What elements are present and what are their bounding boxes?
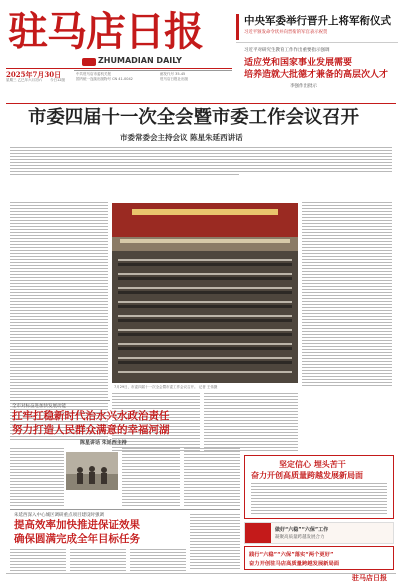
footer-rule <box>6 573 396 574</box>
right-top-bar <box>236 14 239 40</box>
main-headline: 市委四届十一次全会暨市委工作会议召开 <box>28 107 360 128</box>
commentary-headline-line2: 努力打造人民群众满意的幸福河湖 <box>12 424 170 436</box>
bottom-story-headline-line1: 提高效率加快推进保证效果 <box>14 519 140 531</box>
bottom-story-text-1 <box>10 549 66 575</box>
banner-line-1: 中共驻马店市委机关报 <box>76 72 111 76</box>
right-column-text <box>302 202 392 386</box>
right-headline-sub: 习近平颁发命令状并向晋衔的军官表示祝贺 <box>244 30 328 35</box>
lead-paragraph-lines <box>10 147 392 197</box>
main-headline-rule <box>6 103 396 104</box>
right-headline2-line2: 培养造就大批德才兼备的高层次人才 <box>244 70 389 80</box>
right-box-text <box>251 483 387 517</box>
masthead <box>6 6 232 82</box>
middle-column-text-b <box>204 393 298 453</box>
promo-bottom-line2: 奋力开创驻马店高质量跨越发展新局面 <box>249 561 340 567</box>
issue-info-2: 今日12版 <box>50 78 65 82</box>
promo-top-mark <box>245 523 271 543</box>
masthead-title: 驻马店日报 <box>8 8 203 55</box>
promo-top[interactable] <box>244 522 394 544</box>
commentary-text-3 <box>184 448 240 508</box>
masthead-logo-mark <box>82 58 96 66</box>
right-headline: 中央军委举行晋升上将军衔仪式 <box>244 15 391 27</box>
commentary-photo <box>66 452 118 490</box>
right-box-headline-line1: 坚定信心 埋头苦干 <box>279 459 346 469</box>
bottom-story-text-3 <box>130 549 186 575</box>
commentary-text-1 <box>10 448 64 508</box>
main-photo <box>112 203 298 383</box>
commentary-text-2 <box>122 448 180 508</box>
issue-info-1: 星期三 乙巳年六月初六 <box>6 78 43 82</box>
commentary-rule <box>10 400 110 401</box>
commentary-headline-line1: 扛牢扛稳新时代治水兴水政治责任 <box>12 410 170 422</box>
right-separator <box>236 42 398 43</box>
right-box-headline-line2: 奋力开创高质量跨越发展新局面 <box>251 470 363 480</box>
bottom-story-text-2 <box>70 549 126 575</box>
promo-bottom-line1: 践行“六稳”“六保”落实“两个更好” <box>249 552 334 558</box>
commentary-byline: 陈星讲话 朱延西主持 <box>80 440 127 446</box>
masthead-english: ZHUMADIAN DAILY <box>98 56 182 65</box>
masthead-info-box <box>74 70 232 84</box>
promo-bottom[interactable] <box>244 546 394 570</box>
masthead-divider <box>6 68 232 69</box>
bottom-story-rule <box>10 509 240 510</box>
photo-caption: 7月29日，市委四届十一次全会暨市委工作会议召开。 记者 王伟摄 <box>114 385 218 389</box>
right-headline2-sub: 李强作出批示 <box>290 84 317 89</box>
right-headline2-line1: 适应党和国家事业发展需要 <box>244 58 353 68</box>
bottom-story-kicker: 朱延西深入中心城区调研重点项目建设时强调 <box>14 513 104 518</box>
bottom-story-text-4 <box>190 514 240 574</box>
promo-top-line1: 做好“六稳”“六保”工作 <box>275 527 329 533</box>
right-box <box>244 455 394 519</box>
commentary-kicker: 全市对标奋进加快发展动能 <box>12 404 66 409</box>
footer-brand: 驻马店日报 <box>352 573 387 582</box>
field-visit-illustration <box>66 452 118 490</box>
banner-line-4: 驻马店日报社出版 <box>160 77 188 81</box>
right-top-column <box>236 14 398 116</box>
issue-date: 2025年7月30日 <box>6 70 62 79</box>
bottom-story-headline-line2: 确保圆满完成全年目标任务 <box>14 533 140 545</box>
promo-top-line2: 凝聚高质量跨越发展合力 <box>275 535 325 540</box>
right-kicker: 习近平对研究生教育工作作出重要指示强调 <box>244 48 330 53</box>
meeting-hall-illustration <box>112 203 298 383</box>
banner-line-3: 邮发代号 35-45 <box>160 72 186 76</box>
banner-line-2: 国内统一连续出版物号 CN 41-0042 <box>76 77 133 81</box>
main-subheadline: 市委常委会主持会议 陈星朱延西讲话 <box>120 133 243 142</box>
